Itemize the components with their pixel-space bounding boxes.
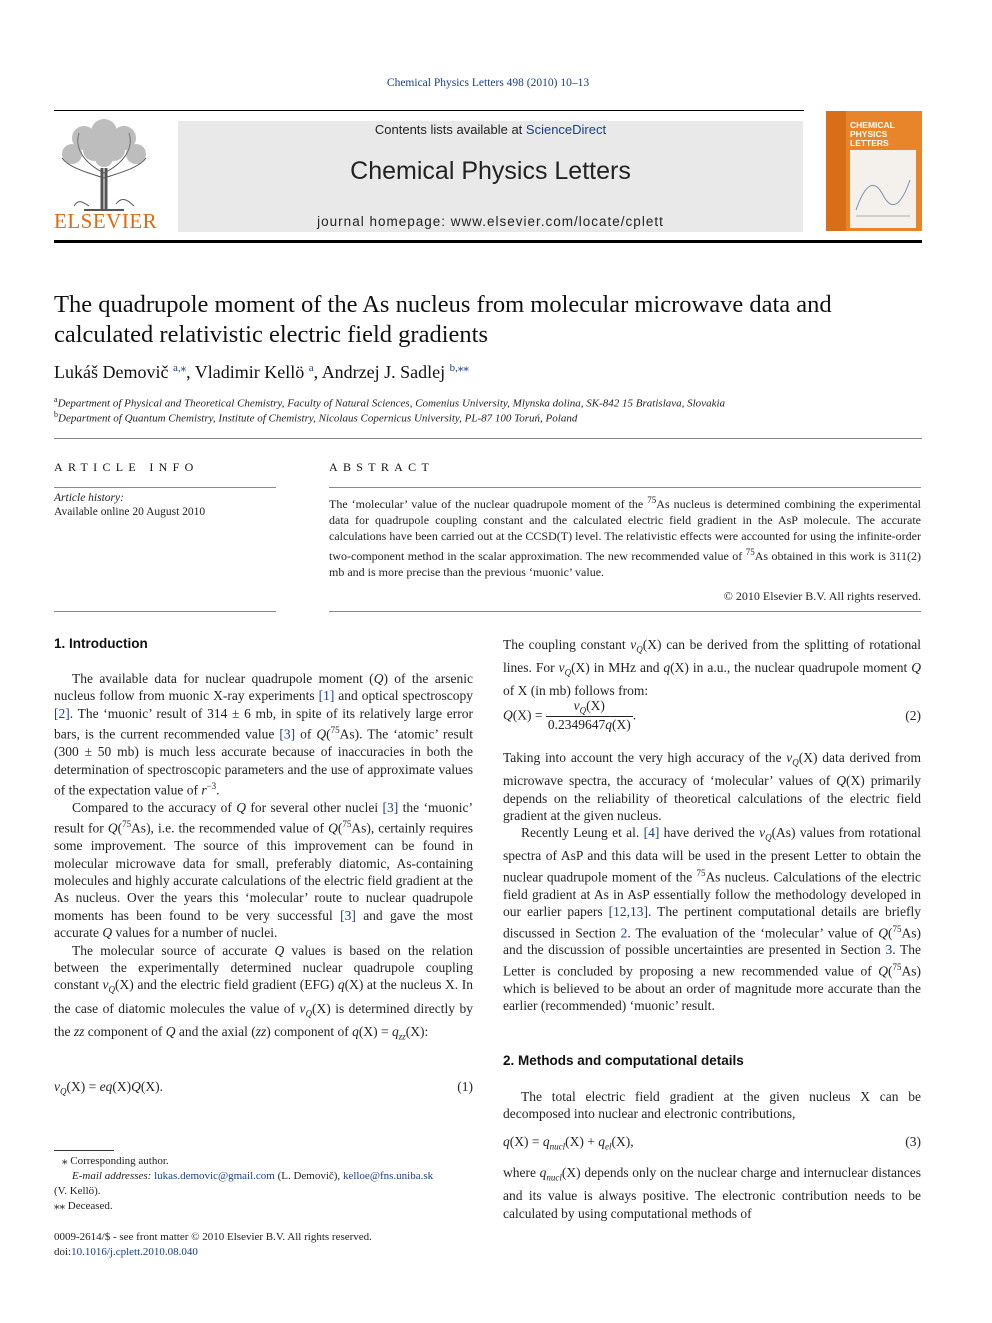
- abstract-heading: ABSTRACT: [329, 460, 435, 474]
- equation-2: Q(X) = $\frac{\nu_Q(X)}{0.2349647q(X)}$ . (2): [503, 698, 921, 732]
- right-col-middle: [503, 749, 921, 1015]
- ref-1-link[interactable]: [1]: [318, 688, 335, 704]
- equation-3-number: (3): [905, 1134, 921, 1149]
- ref-2-link[interactable]: [2]: [54, 705, 70, 721]
- journal-homepage[interactable]: journal homepage: www.elsevier.com/locate/cplett: [317, 214, 664, 229]
- abstract-text: The ‘molecular’ value of the nuclear quadrupole moment of the $^{75}$As nucleus is determined combining the experimental data for quadrupole coupling constant and the calculated electric field gradient in the AsP molecule. The accurate calculations have been carried out at the CCSD(T) level. The relativistic effects were accounted for using the infinite-order two-component method in the scalar approximation. The new recommended value of $^{75}$As obtained in this work is 311(2) mb and is more precise than the previous ‘muonic’ value.: [329, 495, 921, 579]
- elsevier-tree-icon: [54, 118, 154, 214]
- affiliation-b: $^b$Department of Quantum Chemistry, Institute of Chemistry, Nicolaus Copernicus University, PL-87 100 Toruń, Poland: [54, 410, 578, 425]
- right-paragraph-1: The coupling constant $\nu_Q(X)$ can be derived from the splitting of rotational lines. For $\nu_Q(X)$ in MHz and q(X) in a.u., the nuclear quadrupole moment Q of X (in mb) follows from:: [503, 637, 921, 699]
- author-marks[interactable]: a: [308, 362, 314, 374]
- right-paragraph-2: Taking into account the very high accuracy of the $\nu_Q(X)$ data derived from microwave spectra, the accuracy of ‘molecular’ values of Q(X) primarily depends on the reliability of theoretical calculations of the electric field gradient at the given nucleus.: [503, 750, 922, 823]
- article-title: The quadrupole moment of the As nucleus from molecular microwave data and calculated relativistic electric field gradients: [54, 291, 832, 348]
- section-3-link[interactable]: 3: [885, 942, 893, 958]
- methods-paragraph-1: The total electric field gradient at the given nucleus X can be decomposed into nuclear and electronic contributions,: [503, 1089, 921, 1122]
- journal-title: Chemical Physics Letters: [350, 157, 631, 185]
- footnote-rule: [54, 1150, 114, 1151]
- abstract-copyright: © 2010 Elsevier B.V. All rights reserved.: [723, 589, 921, 603]
- author-name[interactable]: Andrzej J. Sadlej: [321, 362, 446, 382]
- issn-doi: 0009-2614/$ - see front matter © 2010 Elsevier B.V. All rights reserved. doi:10.1016/j.cplett.2010.08.040: [54, 1231, 372, 1258]
- abstract-rule: [329, 487, 921, 488]
- cover-title: CHEMICAL PHYSICS LETTERS: [850, 120, 895, 148]
- intro-body: [54, 670, 473, 1046]
- cover-spine: [826, 111, 846, 231]
- journal-citation[interactable]: Chemical Physics Letters 498 (2010) 10–13: [386, 77, 590, 89]
- ref-3-link[interactable]: [3]: [382, 799, 399, 815]
- methods-paragraph-2: where $q_{nucl}(X)$ depends only on the nuclear charge and internuclear distances and its value is always positive. The electronic contribution needs to be calculated by using computational methods of: [503, 1165, 921, 1221]
- right-col-top: [503, 636, 921, 700]
- article-info-heading: ARTICLE INFO: [54, 460, 199, 474]
- equation-2-number: (2): [905, 708, 921, 723]
- abstract-bottom-rule: [329, 611, 921, 612]
- header-rule: [54, 110, 804, 111]
- cover-graphic: [850, 150, 916, 228]
- ref-3-link[interactable]: [3]: [340, 907, 356, 923]
- doi-link[interactable]: 10.1016/j.cplett.2010.08.040: [71, 1246, 198, 1258]
- ref-12-13-link[interactable]: [12,13]: [608, 904, 649, 920]
- article-info-bottom-rule: [54, 611, 276, 612]
- email-link-demovic[interactable]: lukas.demovic@gmail.com: [154, 1170, 275, 1182]
- methods-body: [503, 1088, 921, 1123]
- equation-1-number: (1): [457, 1079, 473, 1094]
- journal-banner: [178, 121, 803, 232]
- author-marks[interactable]: a,⁎: [172, 362, 187, 374]
- footnotes: ⁎ Corresponding author. E-mail addresses: lukas.demovic@gmail.com (L. Demovič), kelloe@fns.uniba.sk (V. Kellö). ⁎⁎ Deceased.: [54, 1155, 434, 1212]
- author-marks[interactable]: b,⁎⁎: [449, 362, 469, 374]
- ref-4-link[interactable]: [4]: [643, 825, 660, 841]
- equation-1: $\nu_Q(X) = eq(X)Q(X)$. (1): [54, 1079, 473, 1097]
- cover-plot-icon: [850, 150, 916, 228]
- ref-3-link[interactable]: [3]: [279, 726, 296, 742]
- article-info-rule: [54, 487, 276, 488]
- section-2-link[interactable]: 2: [620, 925, 628, 941]
- author-name[interactable]: Lukáš Demovič: [54, 362, 169, 382]
- right-paragraph-3: Recently Leung et al. [4] have derived the $\nu_Q(As)$ values from rotational spectra of AsP and this data will be used in the present Letter to obtain the nuclear quadrupole moment of the $^{75}$As nucleus. Calculations of the electric field gradient at As in AsP essentially follow the methodology developed in our earlier papers [12,13]. The pertinent computational details are briefly discussed in Section 2. The evaluation of the ‘molecular’ value of Q($^{75}$As) and the discussion of possible uncertainties are presented in Section 3. The Letter is concluded by proposing a new recommended value of Q($^{75}$As) which is believed to be about an order of magnitude more accurate than the earlier (recommended) ‘muonic’ result.: [503, 825, 921, 1014]
- elsevier-logo: [54, 118, 158, 234]
- equation-3: $q(X) = q_{nucl}(X) + q_{el}(X)$, (3): [503, 1134, 921, 1152]
- methods-heading: 2. Methods and computational details: [503, 1053, 744, 1068]
- author-name[interactable]: Vladimir Kellö: [194, 362, 305, 382]
- header-thick-rule: [54, 240, 922, 243]
- publisher-wordmark: ELSEVIER: [54, 209, 158, 233]
- intro-paragraph-1: The available data for nuclear quadrupole moment (Q) of the arsenic nucleus follow from muonic X-ray experiments [1] and optical spectroscopy [2]. The ‘muonic’ result of 314 ± 6 mb, in spite of its relatively large error bars, is the current recommended value [3] of Q($^{75}$As). The ‘atomic’ result (300 ± 50 mb) is much less accurate because of inaccuracies in both the determination of spectroscopic parameters and the use of approximate values of the expectation value of $r^{-3}$.: [54, 671, 473, 798]
- author-list: Lukáš Demovič $^{a,⁎}$, Vladimir Kellö $^a$, Andrzej J. Sadlej $^{b,⁎⁎}$: [54, 362, 469, 382]
- affiliation-a: $^a$Department of Physical and Theoretical Chemistry, Faculty of Natural Sciences, Comenius University, Mlynska dolina, SK-842 15 Bratislava, Slovakia: [54, 395, 726, 410]
- article-history: Article history: Available online 20 August 2010: [54, 492, 206, 518]
- methods-body-2: [503, 1164, 921, 1222]
- sciencedirect-link[interactable]: ScienceDirect: [525, 122, 607, 137]
- affiliation-rule: [54, 438, 922, 439]
- contents-line: Contents lists available at ScienceDirect: [374, 122, 607, 137]
- email-link-kello[interactable]: kelloe@fns.uniba.sk: [342, 1170, 434, 1182]
- intro-heading: 1. Introduction: [54, 636, 148, 651]
- intro-paragraph-2: Compared to the accuracy of Q for several other nuclei [3] the ‘muonic’ result for Q($^{75}$As), i.e. the recommended value of Q($^{75}$As), certainly requires some improvement. The source of this improvement can be found in molecular microwave data for small, preferably diatomic, As-containing molecules and highly accurate calculations of the electric field gradient at the As nucleus. Over the years this ‘molecular’ route to nuclear quadrupole moments has been found to be very successful [3] and gave the most accurate Q values for a number of nuclei.: [54, 799, 473, 941]
- journal-cover-image: [826, 111, 922, 231]
- intro-paragraph-3: The molecular source of accurate Q values is based on the relation between the experimentally determined nuclear quadrupole coupling constant $\nu_Q(X)$ and the electric field gradient (EFG) q(X) at the nucleus X. In the case of diatomic molecules the value of $\nu_Q(X)$ is determined directly by the zz component of Q and the axial (zz) component of $q(X) = q_{zz}(X)$:: [54, 942, 473, 1042]
